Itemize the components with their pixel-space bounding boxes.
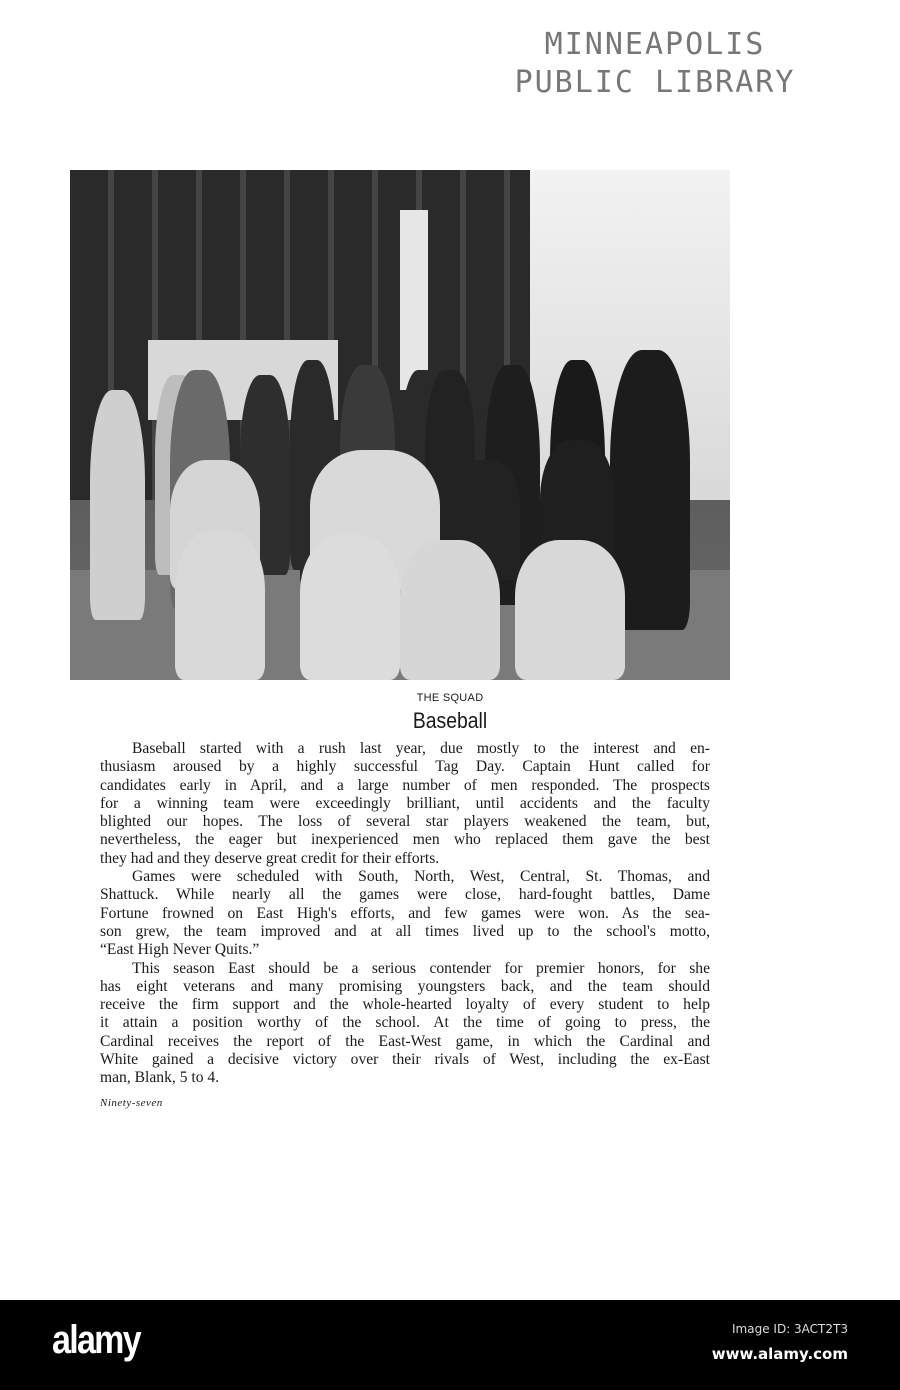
text-line: has eight veterans and many promising youngsters back, and the team should (100, 977, 710, 995)
alamy-logo: alamy (52, 1318, 140, 1362)
text-line: it attain a position worthy of the school. At the time of going to press, the (100, 1014, 710, 1032)
photo-caption: THE SQUAD (416, 692, 484, 704)
text-line: “East High Never Quits.” (100, 941, 260, 959)
text-line: Shattuck. While nearly all the games were close, hard-fought battles, Dame (100, 886, 710, 904)
text-line: Fortune frowned on East High's efforts, and few games were won. As the sea- (100, 904, 710, 922)
stamp-line-1: MINNEAPOLIS (544, 27, 766, 62)
chimney (400, 210, 428, 390)
image-id: Image ID: 3ACT2T3 (732, 1322, 848, 1336)
text-line: White gained a decisive victory over their rivals of West, including the ex-East (100, 1051, 710, 1069)
stamp-line-2: PUBLIC LIBRARY (514, 65, 796, 100)
team-photo (70, 170, 730, 680)
watermark-bar (0, 1300, 900, 1390)
player-figure (175, 530, 265, 680)
text-line: Cardinal receives the report of the East-West game, in which the Cardinal and (100, 1032, 710, 1050)
player-figure (300, 535, 400, 680)
player-figure (90, 390, 145, 620)
text-line: for a winning team were exceedingly brilliant, until accidents and the faculty (100, 794, 710, 812)
article-body (100, 740, 710, 1088)
text-line: man, Blank, 5 to 4. (100, 1069, 220, 1087)
site-url: www.alamy.com (711, 1345, 848, 1363)
text-line: blighted our hopes. The loss of several star players weakened the team, but, (100, 813, 710, 831)
text-line: nevertheless, the eager but inexperienced men who replaced them gave the best (100, 831, 710, 849)
text-line: Games were scheduled with South, North, West, Central, St. Thomas, and (132, 868, 710, 886)
text-line: Baseball started with a rush last year, due mostly to the interest and en- (132, 740, 710, 757)
page-number: Ninety-seven (100, 1097, 163, 1109)
text-line: This season East should be a serious contender for premier honors, for she (132, 959, 710, 977)
player-figure (515, 540, 625, 680)
text-line: candidates early in April, and a large number of men responded. The prospects (100, 776, 710, 794)
article-title: Baseball (412, 708, 488, 733)
text-line: receive the firm support and the whole-hearted loyalty of every student to help (100, 996, 710, 1014)
player-figure (400, 540, 500, 680)
text-line: son grew, the team improved and at all times lived up to the school's motto, (100, 922, 710, 940)
text-line: they had and they deserve great credit for their efforts. (100, 849, 440, 867)
library-stamp (500, 26, 810, 102)
text-line: thusiasm aroused by a highly successful Tag Day. Captain Hunt called for (100, 758, 710, 776)
